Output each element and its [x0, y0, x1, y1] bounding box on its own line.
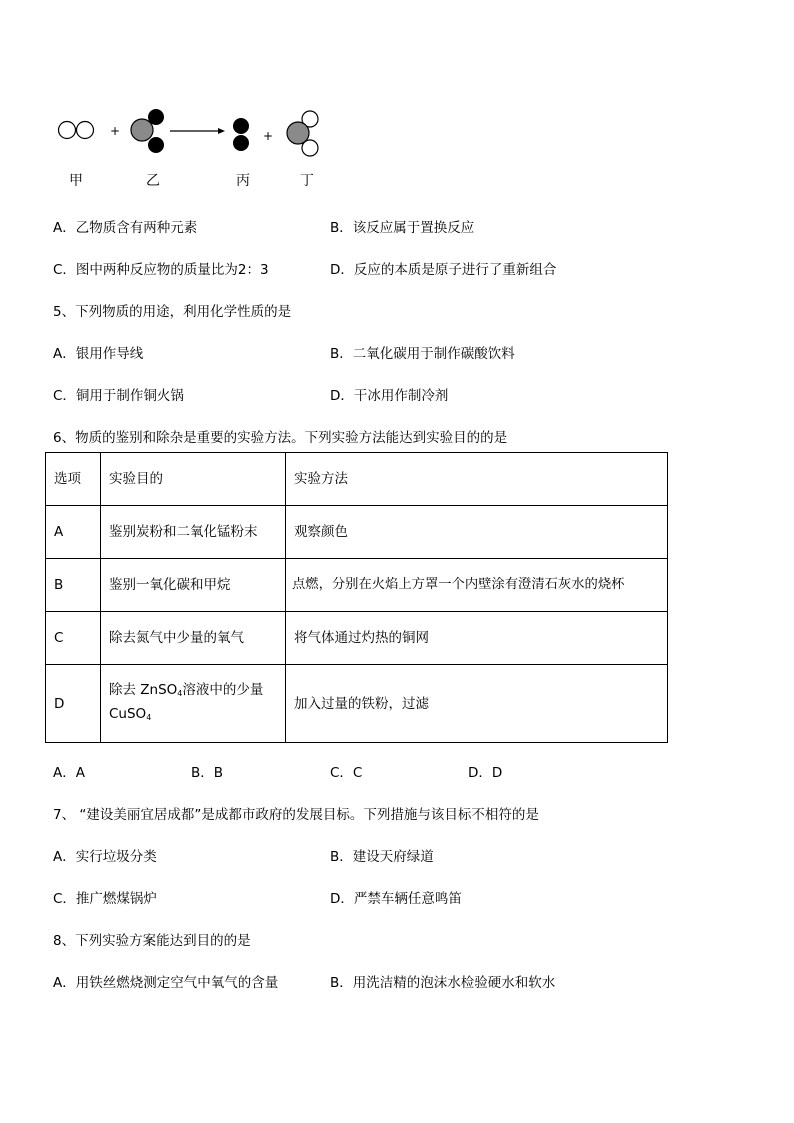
q4-option-b: B．该反应属于置换反应 — [330, 220, 475, 236]
purpose-line2: CuSO — [109, 705, 147, 722]
molecule-yi — [131, 109, 164, 153]
row-purpose — [101, 665, 286, 743]
q4-option-c: C．图中两种反应物的质量比为2：3 — [53, 262, 269, 278]
molecule-jia — [59, 122, 94, 139]
purpose-mid: 溶液中的少量 — [182, 681, 264, 698]
q7-option-d: D．严禁车辆任意鸣笛 — [330, 891, 462, 907]
row-purpose: 鉴别炭粉和二氧化锰粉末 — [101, 506, 286, 559]
row-option: C — [46, 612, 101, 665]
q7-option-b: B．建设天府绿道 — [330, 849, 434, 865]
reaction-diagram — [50, 100, 350, 195]
row-method: 点燃，分别在火焰上方罩一个内壁涂有澄清石灰水的烧杯 — [286, 559, 668, 612]
table-row — [46, 559, 668, 612]
table-row — [46, 665, 668, 743]
header-purpose: 实验目的 — [101, 453, 286, 506]
q8-option-b: B．用洗洁精的泡沫水检验硬水和软水 — [330, 975, 556, 991]
q6-stem: 6、物质的鉴别和除杂是重要的实验方法。下列实验方法能达到实验目的的是 — [53, 430, 508, 446]
row-purpose: 鉴别一氧化碳和甲烷 — [101, 559, 286, 612]
q5-stem: 5、下列物质的用途，利用化学性质的是 — [53, 304, 292, 320]
purpose-prefix: 除去 ZnSO — [109, 681, 178, 698]
header-method: 实验方法 — [286, 453, 668, 506]
q5-option-c: C．铜用于制作铜火锅 — [53, 388, 184, 404]
q7-option-c: C．推广燃煤锅炉 — [53, 891, 157, 907]
table-row — [46, 612, 668, 665]
row-method: 将气体通过灼热的铜网 — [286, 612, 668, 665]
experiment-table — [45, 452, 668, 743]
row-option: D — [46, 665, 101, 743]
subscript: 4 — [177, 688, 183, 698]
row-option: A — [46, 506, 101, 559]
q8-option-a: A．用铁丝燃烧测定空气中氧气的含量 — [53, 975, 279, 991]
table-row — [46, 506, 668, 559]
row-purpose: 除去氮气中少量的氧气 — [101, 612, 286, 665]
row-method: 加入过量的铁粉，过滤 — [286, 665, 668, 743]
reaction-arrow — [170, 128, 225, 134]
q4-option-a: A．乙物质含有两种元素 — [53, 220, 198, 236]
q4-option-d: D．反应的本质是原子进行了重新组合 — [330, 262, 557, 278]
header-option: 选项 — [46, 453, 101, 506]
row-option: B — [46, 559, 101, 612]
q6-option-a: A．A — [53, 765, 85, 781]
label-bing: 丙 — [236, 173, 250, 189]
table-header-row — [46, 453, 668, 506]
q5-option-a: A．银用作导线 — [53, 346, 144, 362]
q7-stem: 7、 “建设美丽宜居成都”是成都市政府的发展目标。下列措施与该目标不相符的是 — [53, 807, 539, 823]
q6-option-d: D．D — [468, 765, 503, 781]
q7-option-a: A．实行垃圾分类 — [53, 849, 157, 865]
plus-sign: + — [110, 124, 121, 138]
label-jia: 甲 — [69, 173, 83, 189]
q5-option-b: B．二氧化碳用于制作碳酸饮料 — [330, 346, 515, 362]
q6-option-b: B．B — [191, 765, 224, 781]
label-yi: 乙 — [146, 173, 160, 189]
molecule-bing — [233, 118, 249, 151]
row-method: 观察颜色 — [286, 506, 668, 559]
label-ding: 丁 — [300, 173, 314, 189]
q5-option-d: D．干冰用作制冷剂 — [330, 388, 449, 404]
q6-option-c: C．C — [330, 765, 363, 781]
subscript: 4 — [146, 712, 152, 722]
plus-sign: + — [263, 129, 274, 143]
q8-stem: 8、下列实验方案能达到目的的是 — [53, 933, 251, 949]
molecule-ding — [287, 111, 318, 156]
